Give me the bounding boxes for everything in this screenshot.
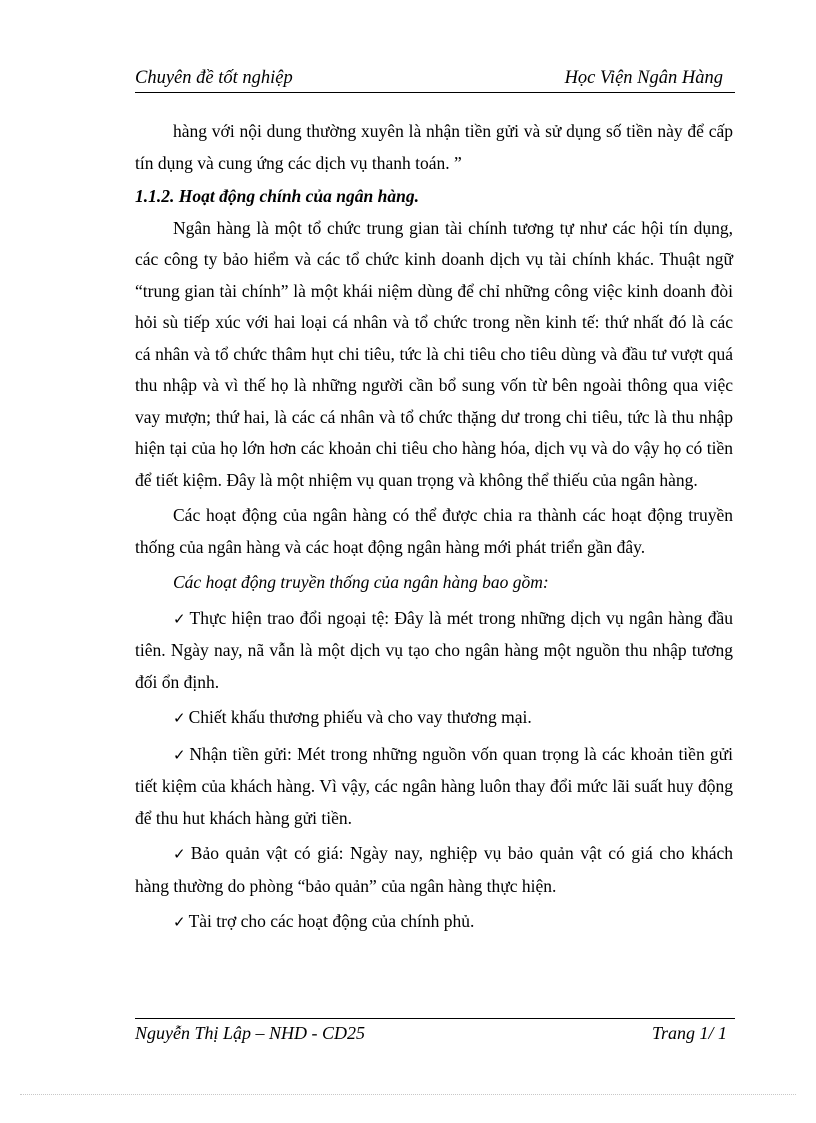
list-item-text: Nhận tiền gửi: Mét trong những nguồn vốn quan trọng là các khoản tiền gửi tiết kiệm của khách hàng. Vì vậy, các ngân hàng luôn thay đổi mức lãi suất huy động để thu hut khách hàng gửi tiền. [135,743,733,828]
list-item [135,906,733,939]
paragraph-intro: Ngân hàng là một tổ chức trung gian tài chính tương tự như các hội tín dụng, các công ty bảo hiểm và các tổ chức kinh doanh dịch vụ tài chính khác. Thuật ngữ “trung gian tài chính” là một khái niệm dùng để chỉ những công việc kinh doanh đòi hỏi sù tiếp xúc với hai loại cá nhân và tổ chức trong nền kinh tế: thứ nhất đó là các cá nhân và tổ chức thâm hụt chi tiêu, tức là chi tiêu cho tiêu dùng và đầu tư vượt quá thu nhập và vì thế họ là những người cần bổ sung vốn từ bên ngoài thông qua việc vay mượn; thứ hai, là các cá nhân và tổ chức thặng dư trong chi tiêu, tức là thu nhập hiện tại của họ lớn hơn các khoản chi tiêu cho hàng hóa, dịch vụ và do vậy họ có tiền để tiết kiệm. Đây là một nhiệm vụ quan trọng và không thể thiếu của ngân hàng. [135,217,733,490]
list-item-text: Tài trợ cho các hoạt động của chính phủ. [188,911,475,931]
list-heading: Các hoạt động truyền thống của ngân hàng bao gồm: [173,572,549,592]
page-number: Trang 1/ 1 [651,1023,727,1043]
checkmark-icon: ✓ [173,913,186,931]
list-item [135,838,733,902]
page-header [135,66,735,93]
checkmark-icon: ✓ [173,609,187,628]
header-title: Chuyên đề tốt nghiệp [135,68,293,88]
list-item [135,739,733,835]
page-boundary [20,1094,796,1095]
list-item-text: Chiết khấu thương phiếu và cho vay thương mại. [188,707,532,727]
paragraph-activities: Các hoạt động của ngân hàng có thể được chia ra thành các hoạt động truyền thống của ngân hàng và các hoạt động ngân hàng mới phát triển gần đây. [135,505,733,557]
list-item-text: Thực hiện trao đổi ngoại tệ: Đây là mét trong những dịch vụ ngân hàng đầu tiên. Ngày nay, nã vẫn là một dịch vụ tạo cho ngân hàng một nguồn thu nhập tương đối ổn định. [135,607,733,692]
paragraph-continuation: hàng với nội dung thường xuyên là nhận tiền gửi và sử dụng số tiền này để cấp tín dụng và cung ứng các dịch vụ thanh toán. ” [135,121,733,173]
checkmark-icon: ✓ [173,845,188,863]
list-item [135,603,733,699]
document-body [135,116,733,939]
checkmark-icon: ✓ [173,709,186,727]
page-footer [135,1018,735,1043]
header-institution: Học Viện Ngân Hàng [564,68,723,88]
section-heading: 1.1.2. Hoạt động chính của ngân hàng. [135,186,419,206]
footer-author: Nguyễn Thị Lập – NHD - CD25 [135,1023,366,1043]
list-item [135,702,733,735]
list-item-text: Bảo quản vật có giá: Ngày nay, nghiệp vụ bảo quản vật có giá cho khách hàng thường do phòng “bảo quản” của ngân hàng thực hiện. [135,843,733,896]
checkmark-icon: ✓ [173,745,187,764]
